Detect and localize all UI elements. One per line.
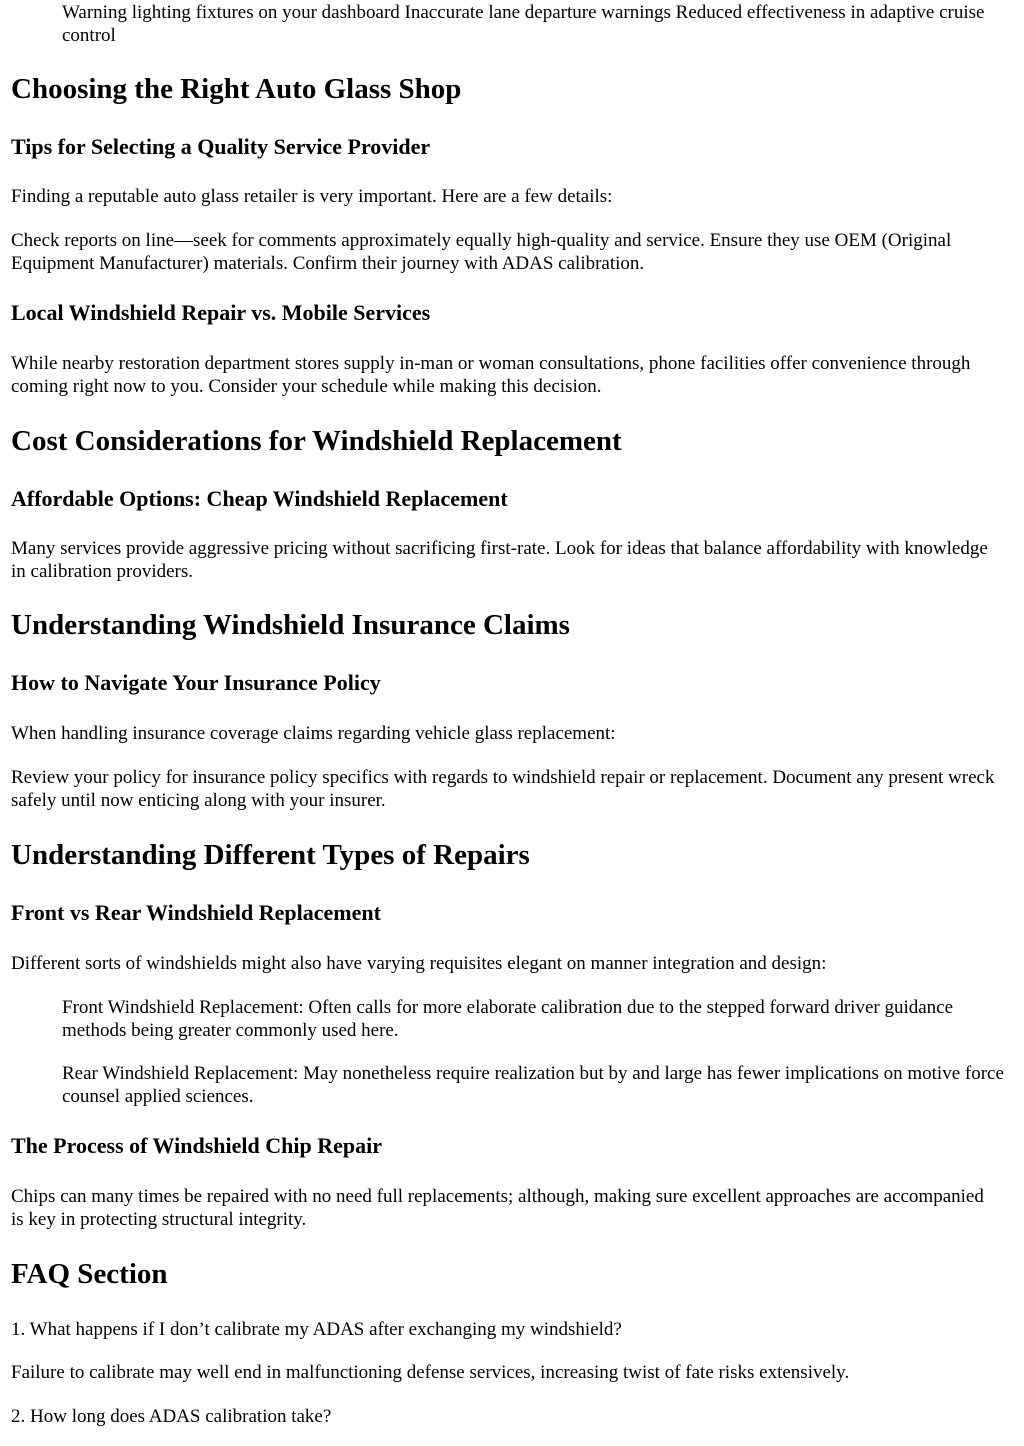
- heading-faq: FAQ Section: [11, 1258, 168, 1290]
- paragraph-chip-repair: Chips can many times be repaired with no need full replacements; although, making sure excellent approaches are accompanied is key in protecting structural integrity.: [11, 1186, 984, 1230]
- faq-question-2: 2. How long does ADAS calibration take?: [11, 1406, 332, 1427]
- paragraph-insurance-intro: When handling insurance coverage claims regarding vehicle glass replacement:: [11, 723, 616, 744]
- intro-list-item: Warning lighting fixtures on your dashboard Inaccurate lane departure warnings Reduced effectiveness in adaptive cruise control: [62, 2, 985, 46]
- list-item-front-replacement: Front Windshield Replacement: Often calls for more elaborate calibration due to the stepped forward driver guidance methods being greater commonly used here.: [62, 997, 954, 1041]
- list-item-rear-replacement: Rear Windshield Replacement: May nonetheless require realization but by and large has fewer implications on motive force counsel applied sciences.: [62, 1063, 1004, 1107]
- heading-insurance: Understanding Windshield Insurance Claims: [11, 609, 570, 641]
- heading-cost: Cost Considerations for Windshield Replacement: [11, 425, 622, 457]
- heading-navigate-policy: How to Navigate Your Insurance Policy: [11, 670, 381, 695]
- heading-affordable: Affordable Options: Cheap Windshield Replacement: [11, 486, 508, 511]
- heading-front-rear: Front vs Rear Windshield Replacement: [11, 900, 381, 925]
- heading-choosing-shop: Choosing the Right Auto Glass Shop: [11, 73, 462, 105]
- paragraph-local-vs-mobile: While nearby restoration department stores supply in-man or woman consultations, phone facilities offer convenience through coming right now to you. Consider your schedule while making this decision.: [11, 353, 971, 397]
- paragraph-tips-details: Check reports on line—seek for comments approximately equally high-quality and service. Ensure they use OEM (Original Equipment Manufacturer) materials. Confirm their journey with ADAS calibration.: [11, 230, 952, 274]
- paragraph-tips-intro: Finding a reputable auto glass retailer is very important. Here are a few details:: [11, 186, 613, 207]
- paragraph-affordable: Many services provide aggressive pricing without sacrificing first-rate. Look for ideas that balance affordability with knowledge in calibration providers.: [11, 538, 988, 582]
- paragraph-insurance-details: Review your policy for insurance policy specifics with regards to windshield repair or replacement. Document any present wreck safely until now enticing along with your insurer.: [11, 767, 995, 811]
- heading-local-vs-mobile: Local Windshield Repair vs. Mobile Services: [11, 300, 431, 325]
- heading-repairs: Understanding Different Types of Repairs: [11, 839, 530, 871]
- paragraph-windshield-types: Different sorts of windshields might also have varying requisites elegant on manner integration and design:: [11, 953, 827, 974]
- heading-tips: Tips for Selecting a Quality Service Provider: [11, 134, 431, 159]
- heading-chip-repair: The Process of Windshield Chip Repair: [11, 1133, 383, 1158]
- faq-question-1: 1. What happens if I don’t calibrate my ADAS after exchanging my windshield?: [11, 1319, 622, 1340]
- faq-answer-1: Failure to calibrate may well end in malfunctioning defense services, increasing twist of fate risks extensively.: [11, 1362, 850, 1383]
